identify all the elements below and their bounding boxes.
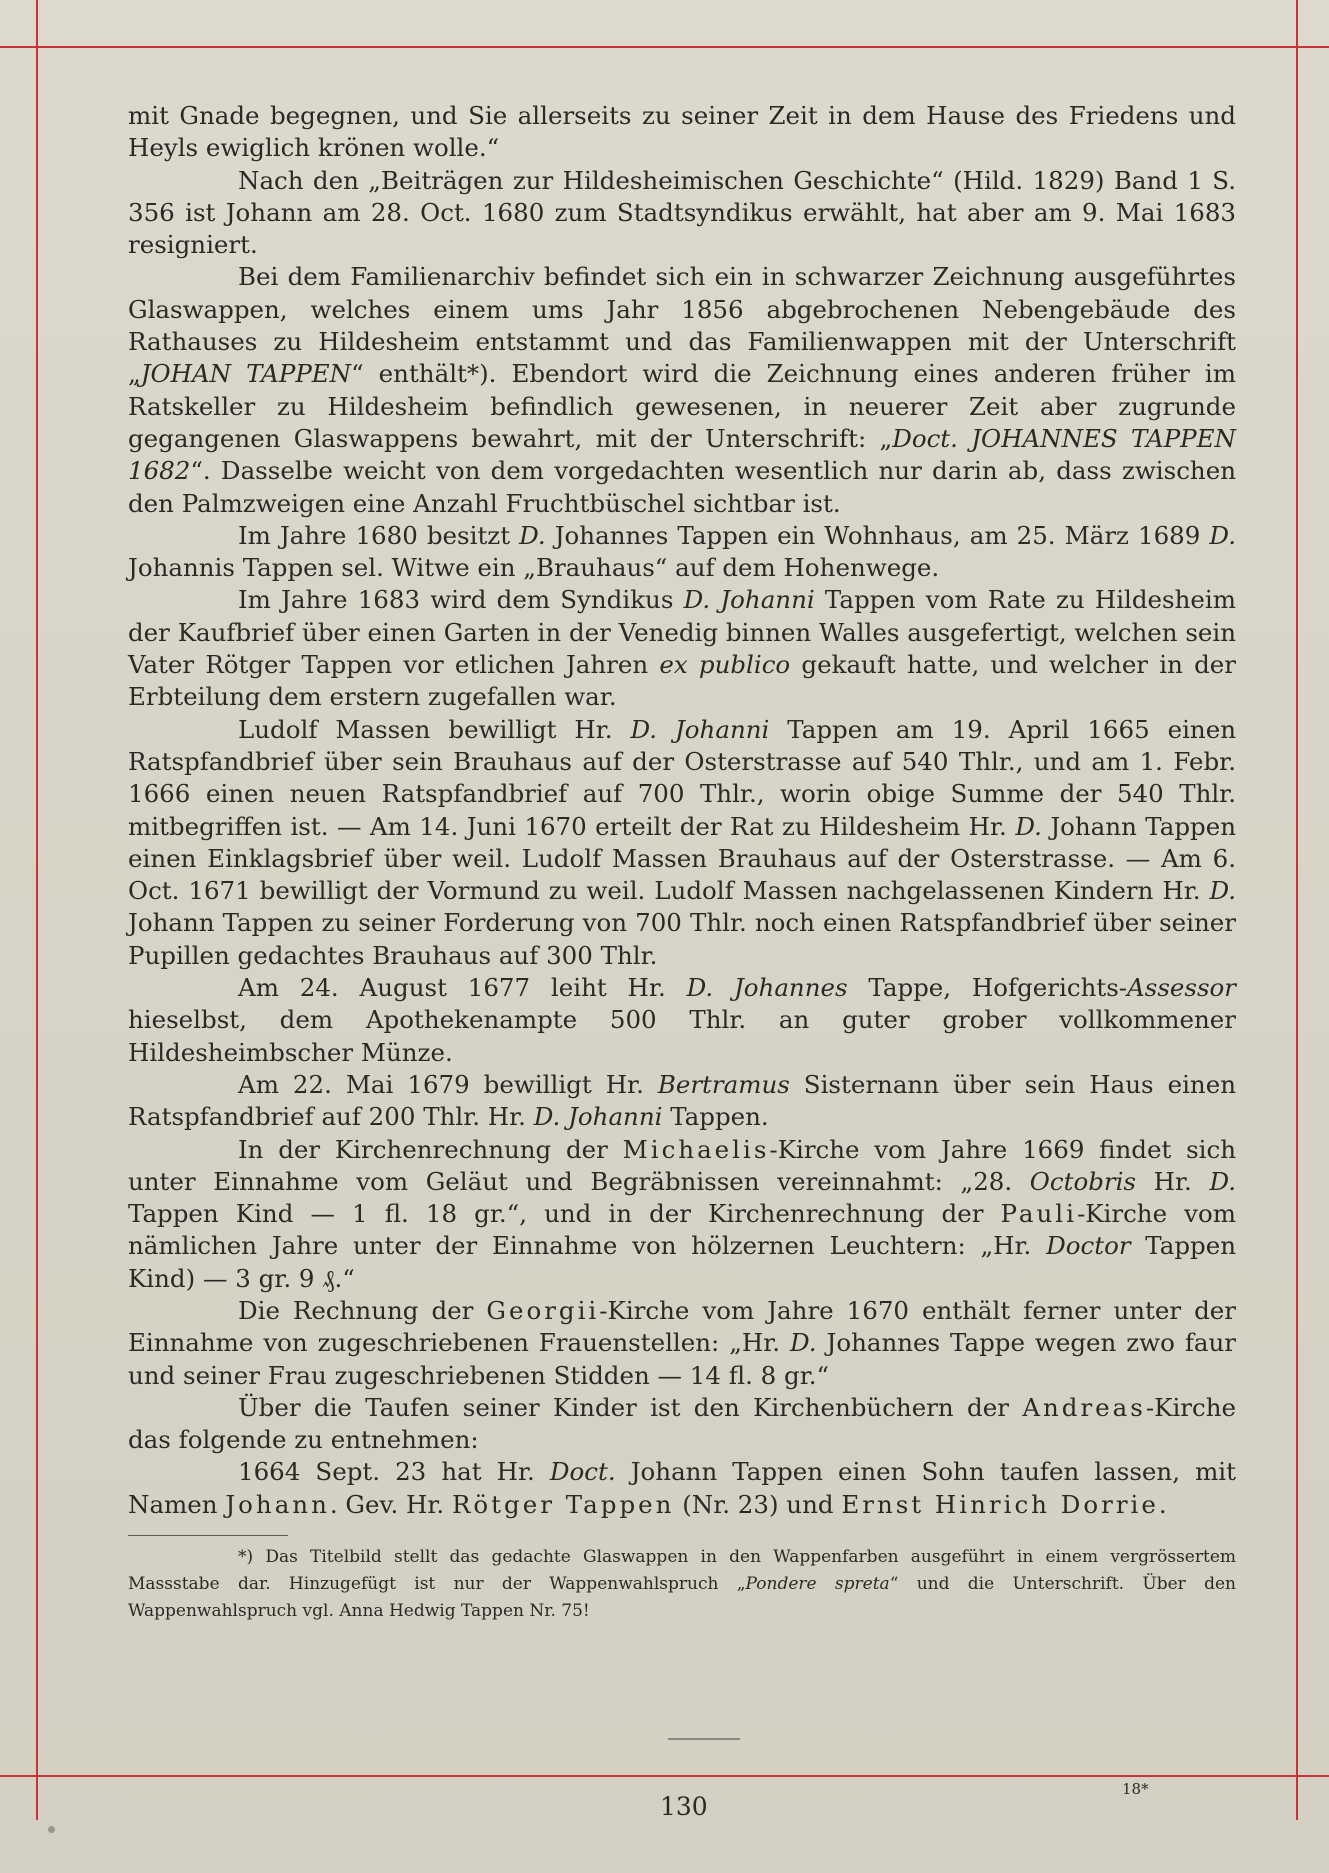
paragraph-2: Nach den „Beiträgen zur Hildesheimischen Geschichte“ (Hild. 1829) Band 1 S. 356 ist Johann am 28. Oct. 1680 zum Stadtsyndikus erwählt, hat aber am 9. Mai 1683 resigniert. [128,165,1236,260]
footnote: *) Das Titelbild stellt das gedachte Glaswappen in den Wappenfarben ausgeführt in einem vergrössertem Massstabe dar. Hinzugefügt ist nur der Wappenwahlspruch „Pondere spreta“ und die Unterschrift. Über den Wappenwahlspruch vgl. Anna Hedwig Tappen Nr. 75! [128,1547,1236,1622]
paragraph-8: Am 22. Mai 1679 bewilligt Hr. Bertramus Sisternann über sein Haus einen Ratspfandbrief auf 200 Thlr. Hr. D. Johanni Tappen. [128,1069,1236,1132]
bottom-ornament-rule [668,1738,740,1740]
paragraph-7: Am 24. August 1677 leiht Hr. D. Johannes Tappe, Hofgerichts-Assessor hieselbst, dem Apothekenampte 500 Thlr. an guter grober vollkommener Hildesheimbscher Münze. [128,973,1236,1067]
paragraph-1: mit Gnade begegnen, und Sie allerseits zu seiner Zeit in dem Hause des Friedens und Heyls ewiglich krönen wolle.“ [128,101,1236,163]
paragraph-12: 1664 Sept. 23 hat Hr. Doct. Johann Tappen einen Sohn taufen lassen, mit Namen Johann. Gev. Hr. Rötger Tappen (Nr. 23) und Ernst Hinrich Dorrie. [128,1457,1236,1519]
paragraph-3: Bei dem Familienarchiv befindet sich ein in schwarzer Zeichnung ausgeführtes Glaswappen, welches einem ums Jahr 1856 abgebrochenen Nebengebäude des Rathauses zu Hildesheim entstammt und das Familienwappen mit der Unterschrift „JOHAN TAPPEN“ enthält*). Ebendort wird die Zeichnung eines anderen früher im Ratskeller zu Hildesheim befindlich gewesenen, in neuerer Zeit aber zugrunde gegangenen Glaswappens bewahrt, mit der Unterschrift: „Doct. JOHANNES TAPPEN 1682“. Dasselbe weicht von dem vorgedachten wesentlich nur darin ab, dass zwischen den Palmzweigen eine Anzahl Fruchtbüschel sichtbar ist. [128,262,1236,518]
footnote-separator [128,1535,288,1536]
frame-rule-left [36,0,38,1820]
page-number: 130 [660,1792,708,1821]
scan-speck [48,1826,55,1833]
main-text [128,100,1236,1625]
paragraph-4: Im Jahre 1680 besitzt D. Johannes Tappen ein Wohnhaus, am 25. März 1689 D. Johannis Tappen sel. Witwe ein „Brauhaus“ auf dem Hohenwege. [128,520,1236,583]
frame-rule-top [0,46,1329,48]
frame-rule-right [1296,0,1298,1820]
paragraph-5: Im Jahre 1683 wird dem Syndikus D. Johanni Tappen vom Rate zu Hildesheim der Kaufbrief über einen Garten in der Venedig binnen Walles ausgefertigt, welchen sein Vater Rötger Tappen vor etlichen Jahren ex publico gekauft hatte, und welcher in der Erbteilung dem erstern zugefallen war. [128,585,1236,712]
paragraph-9: In der Kirchenrechnung der Michaelis-Kirche vom Jahre 1669 findet sich unter Einnahme vom Geläut und Begräbnissen vereinnahmt: „28. Octobris Hr. D. Tappen Kind — 1 fl. 18 gr.“, und in der Kirchenrechnung der Pauli-Kirche vom nämlichen Jahre unter der Einnahme von hölzernen Leuchtern: „Hr. Doctor Tappen Kind) — 3 gr. 9 ₰.“ [128,1134,1237,1293]
paragraph-6: Ludolf Massen bewilligt Hr. D. Johanni Tappen am 19. April 1665 einen Ratspfandbrief über sein Brauhaus auf der Osterstrasse auf 540 Thlr., und am 1. Febr. 1666 einen neuen Ratspfandbrief auf 700 Thlr., worin obige Summe der 540 Thlr. mitbegriffen ist. — Am 14. Juni 1670 erteilt der Rat zu Hildesheim Hr. D. Johann Tappen einen Einklagsbrief über weil. Ludolf Massen Brauhaus auf der Osterstrasse. — Am 6. Oct. 1671 bewilligt der Vormund zu weil. Ludolf Massen nachgelassenen Kindern Hr. D. Johann Tappen zu seiner Forderung von 700 Thlr. noch einen Ratspfandbrief über seiner Pupillen gedachtes Brauhaus auf 300 Thlr. [128,714,1236,970]
paragraph-11: Über die Taufen seiner Kinder ist den Kirchenbüchern der Andreas-Kirche das folgende zu entnehmen: [128,1392,1236,1455]
signature-mark: 18* [1122,1780,1149,1798]
paragraph-10: Die Rechnung der Georgii-Kirche vom Jahre 1670 enthält ferner unter der Einnahme von zugeschriebenen Frauenstellen: „Hr. D. Johannes Tappe wegen zwo faur und seiner Frau zugeschriebenen Stidden — 14 fl. 8 gr.“ [128,1295,1237,1390]
frame-rule-bottom [0,1775,1329,1777]
